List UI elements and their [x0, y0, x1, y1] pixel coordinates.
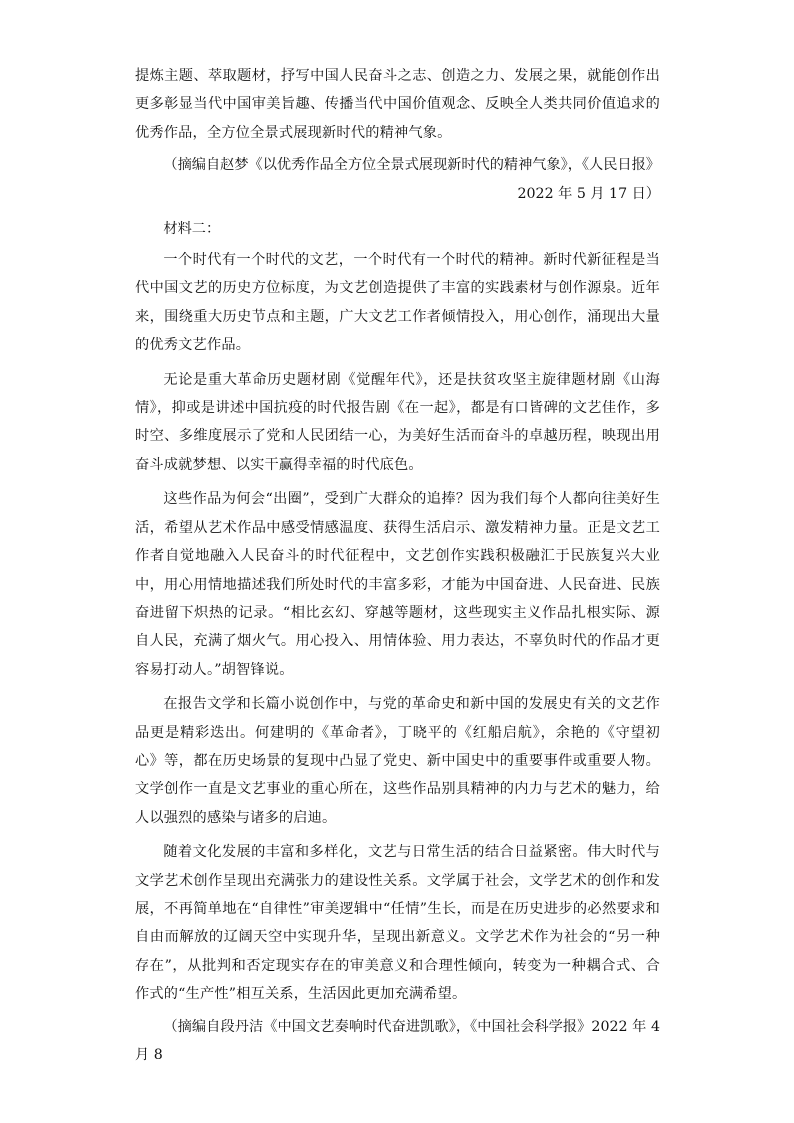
- paragraph-4: 在报告文学和长篇小说创作中，与党的革命史和新中国的发展史有关的文艺作品更是精彩迭出。何建明的《革命者》，丁晓平的《红船启航》，余艳的《守望初心》等，都在历史场景的复现中凸显了党史、新中国史中的重要事件或重要人物。文学创作一直是文艺事业的重心所在，这些作品别具精神的内力与艺术的魅力，给人以强烈的感染与诸多的启迪。: [135, 696, 660, 826]
- citation-2: （摘编自段丹洁《中国文艺奏响时代奋进凯歌》，《中国社会科学报》2022 年 4 月 8: [135, 1018, 660, 1063]
- paragraph-1: 一个时代有一个时代的文艺，一个时代有一个时代的精神。新时代新征程是当代中国文艺的历史方位标度，为文艺创造提供了丰富的实践素材与创作源泉。近年来，围绕重大历史节点和主题，广大文艺工作者倾情投入，用心创作，涌现出大量的优秀文艺作品。: [135, 252, 660, 354]
- paragraph-2: 无论是重大革命历史题材剧《觉醒年代》，还是扶贫攻坚主旋律题材剧《山海情》，抑或是讲述中国抗疫的时代报告剧《在一起》，都是有口皆碑的文艺佳作，多时空、多维度展示了党和人民团结一心，为美好生活而奋斗的卓越历程，映现出用奋斗成就梦想、以实干赢得幸福的时代底色。: [135, 371, 660, 473]
- paragraph-5: 随着文化发展的丰富和多样化，文艺与日常生活的结合日益紧密。伟大时代与文学艺术创作呈现出充满张力的建设性关系。文学属于社会，文学艺术的创作和发展，不再简单地在“自律性”审美逻辑中“任情”生长，而是在历史进步的必然要求和自由而解放的辽阔天空中实现升华，呈现出新意义。文学艺术作为社会的“另一种存在”，从批判和否定现实存在的审美意义和合理性倾向，转变为一种耦合式、合作式的“生产性”相互关系，生活因此更加充满希望。: [135, 844, 660, 1003]
- intro-paragraph: 提炼主题、萃取题材，抒写中国人民奋斗之志、创造之力、发展之果，就能创作出更多彰显当代中国审美旨趣、传播当代中国价值观念、反映全人类共同价值追求的优秀作品，全方位全景式展现新时代的精神气象。: [135, 68, 660, 141]
- document-body: [135, 62, 660, 1069]
- paragraph-3: 这些作品为何会“出圈”，受到广大群众的追捧？因为我们每个人都向往美好生活，希望从艺术作品中感受情感温度、获得生活启示、激发精神力量。正是文艺工作者自觉地融入人民奋斗的时代征程中，文艺创作实践积极融汇于民族复兴大业中，用心用情地描述我们所处时代的丰富多彩，才能为中国奋进、人民奋进、民族奋进留下炽热的记录。“相比玄幻、穿越等题材，这些现实主义作品扎根实际、源自人民，充满了烟火气。用心投入、用情体验、用力表达，不辜负时代的作品才更容易打动人。”胡智锋说。: [135, 491, 660, 678]
- citation-1: （摘编自赵梦《以优秀作品全方位全景式展现新时代的精神气象》，《人民日报》: [163, 157, 660, 174]
- citation-1-date: 2022 年 5 月 17 日）: [517, 185, 660, 202]
- material-2-label: 材料二：: [163, 221, 221, 238]
